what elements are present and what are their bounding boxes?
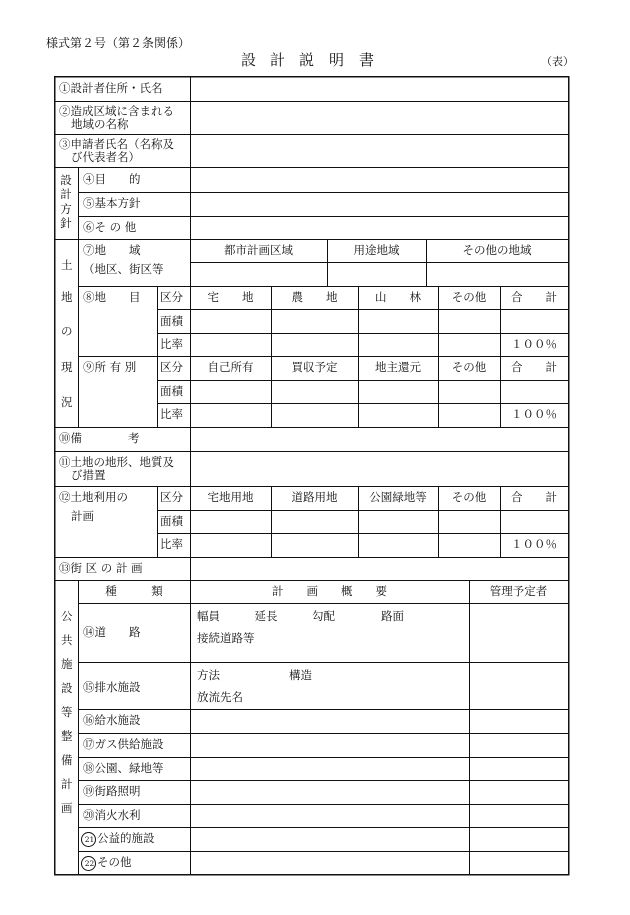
ratio-total-value: １００％ [511, 407, 557, 421]
kubun-label: 区分 [160, 490, 183, 504]
circled-number-text: 21 [84, 835, 95, 844]
col-residential-use: 宅地用地 [207, 490, 254, 504]
group-char: 計 [61, 777, 73, 791]
region-label-2: （地区、街区等 [83, 262, 164, 276]
group-char: 等 [61, 705, 73, 719]
other-facility-label: その他 [97, 855, 132, 869]
water-supply-label: ⑯給水施設 [83, 713, 141, 727]
col-other: その他 [451, 490, 487, 504]
park-green-label: ⑱公園、緑地等 [83, 761, 164, 775]
drainage-label: ⑮排水施設 [83, 680, 141, 694]
road-note-2: 接続道路等 [197, 631, 255, 645]
area-label: 面積 [160, 314, 183, 328]
group-char: 現 [61, 360, 73, 374]
terrain-label-2: び措置 [71, 468, 106, 482]
block-plan-label: ⑬街 区 の 計 画 [59, 561, 143, 575]
title-char: 書 [359, 51, 375, 69]
road-note: 幅員 延長 勾配 路面 [197, 609, 404, 623]
group-char: 画 [61, 801, 73, 815]
street-light-label: ⑲街路照明 [83, 784, 141, 798]
region-col-city-planning: 都市計画区域 [224, 243, 293, 257]
area-label: 面積 [160, 384, 183, 398]
title-char: 明 [329, 51, 345, 69]
applicant-label-2: び代表者名） [71, 150, 140, 164]
ratio-label: 比率 [160, 537, 183, 551]
col-purchase-planned: 買収予定 [291, 360, 338, 374]
group-char: の [61, 324, 73, 338]
col-road-use: 道路用地 [291, 490, 338, 504]
col-farmland: 農 地 [291, 290, 338, 304]
group-char: 整 [61, 729, 73, 743]
col-other: その他 [451, 290, 487, 304]
ratio-label: 比率 [160, 337, 183, 351]
area-name-label-2: 地域の名称 [71, 117, 129, 131]
group-char: 備 [61, 753, 73, 767]
land-category-label: ⑧地 目 [83, 290, 141, 304]
col-park-green: 公園緑地等 [369, 490, 427, 504]
ratio-label: 比率 [160, 407, 183, 421]
road-label: ⑭道 路 [83, 625, 141, 639]
region-col-use-zone: 用途地域 [353, 243, 400, 257]
group-char: 共 [61, 633, 73, 647]
col-manager-header: 管理予定者 [489, 584, 548, 598]
title-char: 説 [299, 51, 315, 69]
land-use-label: ⑫土地利用の [59, 490, 128, 504]
ownership-label: ⑨所 有 別 [83, 360, 137, 374]
circled-number-text: 22 [84, 859, 95, 868]
col-type-header: 種 類 [105, 584, 163, 598]
col-forest: 山 林 [375, 290, 421, 304]
col-self-owned: 自己所有 [207, 360, 254, 374]
col-landowner-return: 地主還元 [375, 360, 421, 374]
other-policy-label: ⑥そ の 他 [83, 220, 137, 234]
group-char: 地 [61, 290, 73, 304]
gas-supply-label: ⑰ガス供給施設 [83, 737, 164, 751]
drainage-note: 方法 構造 [197, 668, 312, 682]
col-plan-header: 計 画 概 要 [272, 584, 387, 598]
group-char: 設 [61, 681, 73, 695]
group-char: 土 [61, 258, 73, 272]
public-facility-label: 公益的施設 [97, 831, 155, 845]
group-char: 公 [61, 609, 73, 623]
area-label: 面積 [160, 514, 183, 528]
basic-policy-label: ⑤基本方針 [83, 196, 141, 210]
drainage-note-2: 放流先名 [197, 690, 243, 704]
ratio-total-value: １００％ [511, 537, 557, 551]
form-number: 様式第２号（第２条関係） [46, 36, 191, 50]
title-char: 設 [241, 51, 257, 69]
page-side-label: （表） [541, 55, 574, 68]
col-other: その他 [451, 360, 487, 374]
remarks-label: ⑩備 考 [59, 431, 140, 445]
kubun-label: 区分 [160, 290, 183, 304]
title-char: 計 [270, 51, 286, 69]
region-col-other: その他の地域 [462, 243, 532, 257]
area-name-label: ②造成区域に含まれる [59, 104, 174, 118]
group-char: 況 [61, 395, 73, 409]
applicant-label: ③申請者氏名（名称及 [59, 137, 174, 151]
terrain-label: ⑪土地の地形、地質及 [59, 455, 174, 469]
ratio-total-value: １００％ [511, 337, 557, 351]
purpose-label: ④目 的 [83, 172, 141, 186]
col-total: 合 計 [511, 360, 557, 374]
col-total: 合 計 [511, 490, 557, 504]
region-label: ⑦地 域 [83, 243, 141, 257]
kubun-label: 区分 [160, 360, 183, 374]
designer-label: ①設計者住所・氏名 [59, 81, 163, 95]
col-total: 合 計 [511, 290, 557, 304]
policy-group-label: 設計方針 [60, 173, 72, 231]
land-use-label-2: 計画 [71, 509, 94, 523]
col-residential: 宅 地 [207, 290, 254, 304]
fire-water-label: ⑳消火水利 [83, 808, 141, 822]
group-char: 施 [61, 657, 73, 671]
